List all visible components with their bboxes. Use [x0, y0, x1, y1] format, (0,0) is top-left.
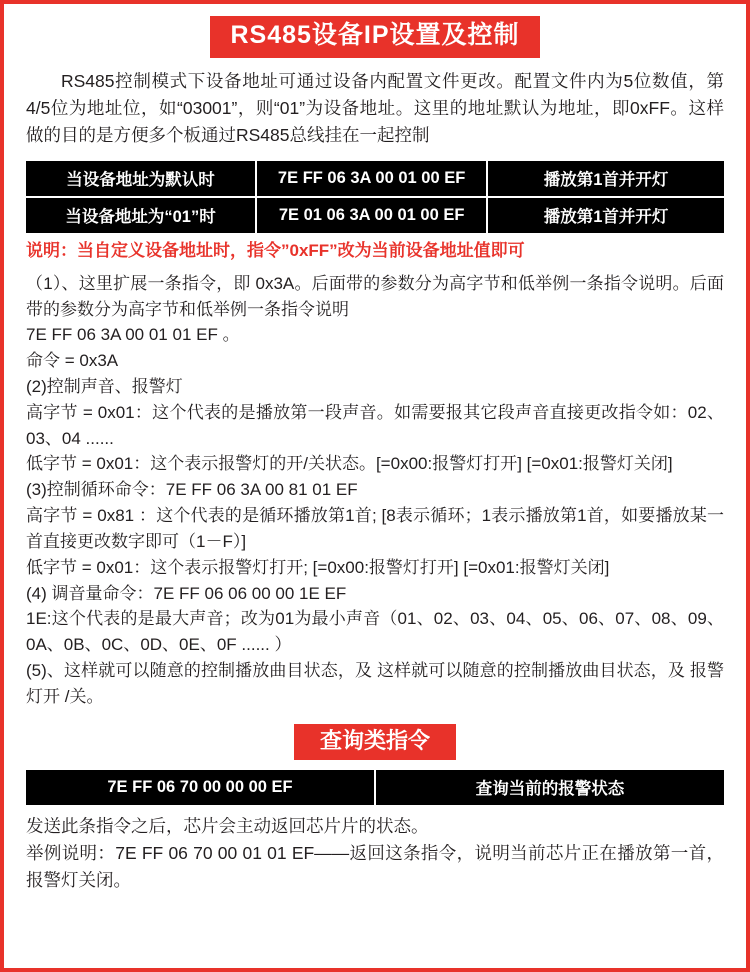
body-line: 低字节 = 0x01：这个表示报警灯的开/关状态。[=0x00:报警灯打开] [=0x01:报警灯关闭] — [26, 454, 673, 474]
row-action: 查询当前的报警状态 — [375, 770, 724, 805]
body-line: 高字节 = 0x81 ：这个代表的是循环播放第1首; [8表示循环；1表示播放第1首，如要播放某一首直接更改数字即可（1－F）] — [26, 506, 724, 551]
query-table — [26, 770, 724, 805]
section-title: 查询类指令 — [294, 724, 456, 760]
table-row — [26, 161, 724, 197]
body-line: (3)控制循环命令：7E FF 06 3A 00 81 01 EF — [26, 480, 358, 500]
note-text: 说明：当自定义设备地址时，指令”0xFF”改为当前设备地址值即可 — [26, 240, 525, 260]
tail-text-block — [26, 813, 724, 894]
tail-line: 发送此条指令之后，芯片会主动返回芯片片的状态。 — [26, 815, 429, 836]
row-command: 7E FF 06 70 00 00 00 EF — [26, 770, 375, 805]
body-line: (2)控制声音、报警灯 — [26, 376, 183, 396]
body-line: (4) 调音量命令：7E FF 06 06 00 00 1E EF — [26, 583, 347, 603]
body-line: 命令 = 0x3A — [26, 351, 119, 371]
body-line: 低字节 = 0x01：这个表示报警灯打开; [=0x00:报警灯打开] [=0x01:报警灯关闭] — [26, 557, 610, 577]
row-condition: 当设备地址为“01”时 — [26, 197, 256, 233]
intro-paragraph: RS485控制模式下设备地址可通过设备内配置文件更改。配置文件内为5位数值，第4/5位为地址位，如“03001”，则“01”为设备地址。这里的地址默认为地址，即0xFF。这样做的目的是方便多个板通过RS485总线挂在一起控制 — [26, 70, 724, 145]
body-text-block — [26, 271, 724, 710]
body-line: 7E FF 06 3A 00 01 01 EF 。 — [26, 325, 240, 345]
row-action: 播放第1首并开灯 — [487, 161, 724, 197]
body-line: （1）、这里扩展一条指令，即 0x3A。后面带的参数分为高字节和低举例一条指令说明。后面带的参数分为高字节和低举例一条指令说明 — [26, 273, 724, 319]
page-title: RS485设备IP设置及控制 — [210, 16, 539, 58]
title-container — [26, 16, 724, 58]
body-line: 1E:这个代表的是最大声音；改为01为最小声音（01、02、03、04、05、06、07、08、09、0A、0B、0C、0D、0E、0F ...... ） — [26, 609, 724, 655]
body-line: 高字节 = 0x01：这个代表的是播放第一段声音。如需要报其它段声音直接更改指令如：02、03、04 ...... — [26, 402, 724, 448]
section-title-container — [26, 724, 724, 760]
body-line: (5)、这样就可以随意的控制播放曲目状态，及 这样就可以随意的控制播放曲目状态，及 报警灯开 /关。 — [26, 661, 724, 706]
tail-line: 举例说明：7E FF 06 70 00 01 01 EF——返回这条指令，说明当前芯片正在播放第一首，报警灯关闭。 — [26, 843, 724, 891]
table-row — [26, 197, 724, 233]
row-action: 播放第1首并开灯 — [487, 197, 724, 233]
row-condition: 当设备地址为默认时 — [26, 161, 256, 197]
row-command: 7E 01 06 3A 00 01 00 EF — [256, 197, 487, 233]
row-command: 7E FF 06 3A 00 01 00 EF — [256, 161, 487, 197]
table-row — [26, 770, 724, 805]
command-table — [26, 161, 724, 233]
